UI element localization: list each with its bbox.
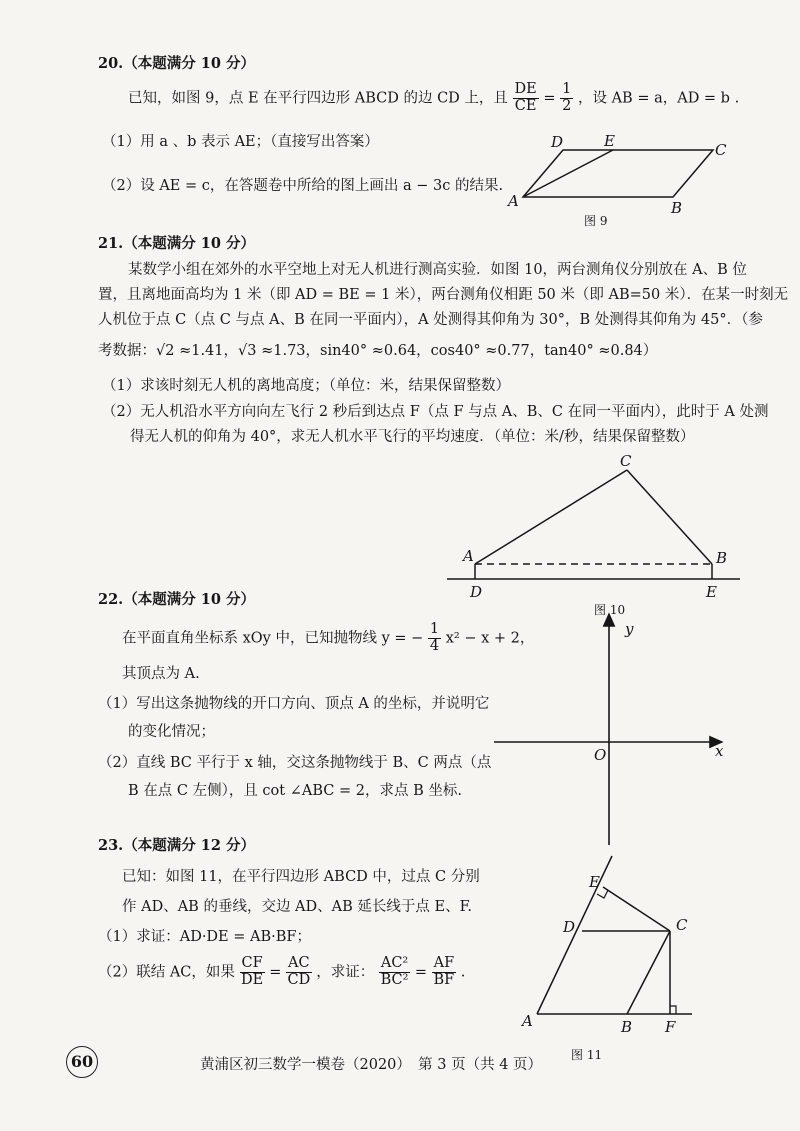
fig11-label-c: C [676, 916, 688, 934]
q23-eq-1: = [269, 964, 282, 981]
q23-f3-num: AC² [380, 955, 409, 971]
q22-stem-b: x² − x + 2， [445, 630, 535, 647]
q20-half-num: 1 [562, 81, 572, 97]
q23-f3-den: BC² [380, 971, 409, 988]
q22-title: 22.（本题满分 10 分） [98, 591, 256, 608]
q21-line-3: 人机位于点 C（点 C 与点 A、B 在同一平面内），A 处测得其仰角为 30°，B 处测得其仰角为 45°．（参 [98, 312, 763, 328]
q23-f4-den: BF [433, 971, 455, 988]
q22-part2-b: B 在点 C 左侧），且 cot ∠ABC = 2，求点 B 坐标. [128, 783, 462, 799]
fig9-caption: 图 9 [584, 214, 608, 228]
q20-half-den: 2 [562, 97, 572, 114]
q20-part2: （2）设 AE = c，在答题卷中所给的图上画出 a − 3c 的结果. [102, 178, 504, 194]
q23-line-2: 作 AD、AB 的垂线，交边 AD、AB 延长线于点 E、F. [122, 899, 472, 915]
fig9-label-b: B [671, 199, 683, 217]
q22-frac-den: 4 [429, 637, 440, 654]
fig9-label-e: E [604, 132, 615, 150]
q21-part1: （1）求该时刻无人机的离地高度；（单位：米，结果保留整数） [102, 378, 510, 394]
q22-part1-b: 的变化情况； [128, 724, 215, 740]
fig10-label-c: C [620, 452, 632, 470]
q21-line-4: 考数据：√2 ≈1.41，√3 ≈1.73，sin40° ≈0.64，cos40° ≈0.77，tan40° ≈0.84） [98, 343, 658, 359]
q20-frac-num: DE [514, 81, 537, 97]
fig11-label-a: A [522, 1012, 533, 1030]
fig11-label-d: D [563, 918, 576, 936]
fig11-segment-ce [603, 887, 670, 931]
fig11-label-f: F [665, 1018, 676, 1036]
fig9-label-d: D [551, 133, 564, 151]
fig11-label-e: E [589, 873, 600, 891]
q22-origin-label: O [594, 746, 607, 764]
fig10-label-b: B [716, 549, 728, 567]
q20-frac-den: CE [514, 97, 537, 114]
page-number-circle: 60 [66, 1046, 98, 1078]
q20-title: 20.（本题满分 10 分） [98, 55, 256, 72]
fig11-right-angle-e [597, 890, 608, 898]
fig11-label-b: B [621, 1018, 633, 1036]
q23-part1: （1）求证：AD·DE = AB·BF； [98, 929, 311, 945]
q23-f2-num: AC [288, 955, 310, 971]
q23-line-1: 已知：如图 11，在平行四边形 ABCD 中，过点 C 分别 [122, 869, 480, 885]
q22-axis-label-x: x [715, 742, 724, 760]
q23-f1-num: CF [241, 955, 263, 971]
q23-f2-den: CD [287, 971, 311, 988]
fig9-label-c: C [715, 141, 727, 159]
q21-title: 21.（本题满分 10 分） [98, 235, 256, 252]
q21-line-1: 某数学小组在郊外的水平空地上对无人机进行测高实验．如图 10，两台测角仪分别放在 A、B 位 [128, 262, 747, 278]
fig11-segment-bc [627, 931, 670, 1014]
q20-part1: （1）用 a 、b 表示 AE；（直接写出答案） [102, 134, 379, 150]
fig10-caption: 图 10 [594, 603, 626, 617]
q23-eq-2: = [414, 964, 427, 981]
fig10-label-a: A [463, 547, 474, 565]
fig11-caption: 图 11 [571, 1048, 603, 1062]
q22-stem-a: 在平面直角坐标系 xOy 中，已知抛物线 y = − [122, 630, 424, 647]
q23-f1-den: DE [240, 971, 264, 988]
q21-line-2: 置，且离地面高均为 1 米（即 AD = BE = 1 米），两台测角仪相距 50 米（即 AB=50 米）．在某一时刻无 [98, 287, 789, 303]
fig10-label-e: E [706, 583, 717, 601]
q23-part2-pre: （2）联结 AC，如果 [98, 964, 235, 981]
q22-axis-label-y: y [625, 620, 634, 638]
footer-text: 黄浦区初三数学一模卷（2020） 第 3 页（共 4 页） [200, 1057, 543, 1073]
q23-title: 23.（本题满分 12 分） [98, 837, 256, 854]
fig10-label-d: D [470, 583, 483, 601]
q23-f4-num: AF [433, 955, 455, 971]
q23-part2-mid: ，求证： [316, 964, 375, 981]
q22-part1-a: （1）写出这条抛物线的开口方向、顶点 A 的坐标，并说明它 [98, 696, 490, 712]
q20-stem-a: 已知，如图 9，点 E 在平行四边形 ABCD 的边 CD 上，且 [128, 90, 508, 107]
q21-part2-a: （2）无人机沿水平方向向左飞行 2 秒后到达点 F（点 F 与点 A、B、C 在同一平面内），此时于 A 处测 [102, 404, 769, 420]
q22-part2-a: （2）直线 BC 平行于 x 轴，交这条抛物线于 B、C 两点（点 [98, 755, 492, 771]
q20-eq: = [543, 90, 556, 107]
q23-part2-end: . [460, 964, 466, 981]
fig11-right-angle-f [670, 1006, 676, 1014]
fig9-label-a: A [508, 192, 519, 210]
q21-part2-b: 得无人机的仰角为 40°，求无人机水平飞行的平均速度．（单位：米/秒，结果保留整数） [130, 429, 695, 445]
q22-frac-num: 1 [429, 621, 440, 637]
q20-stem-b: ，设 AB = a，AD = b . [577, 90, 740, 107]
q22-stem-c: 其顶点为 A. [122, 666, 200, 682]
